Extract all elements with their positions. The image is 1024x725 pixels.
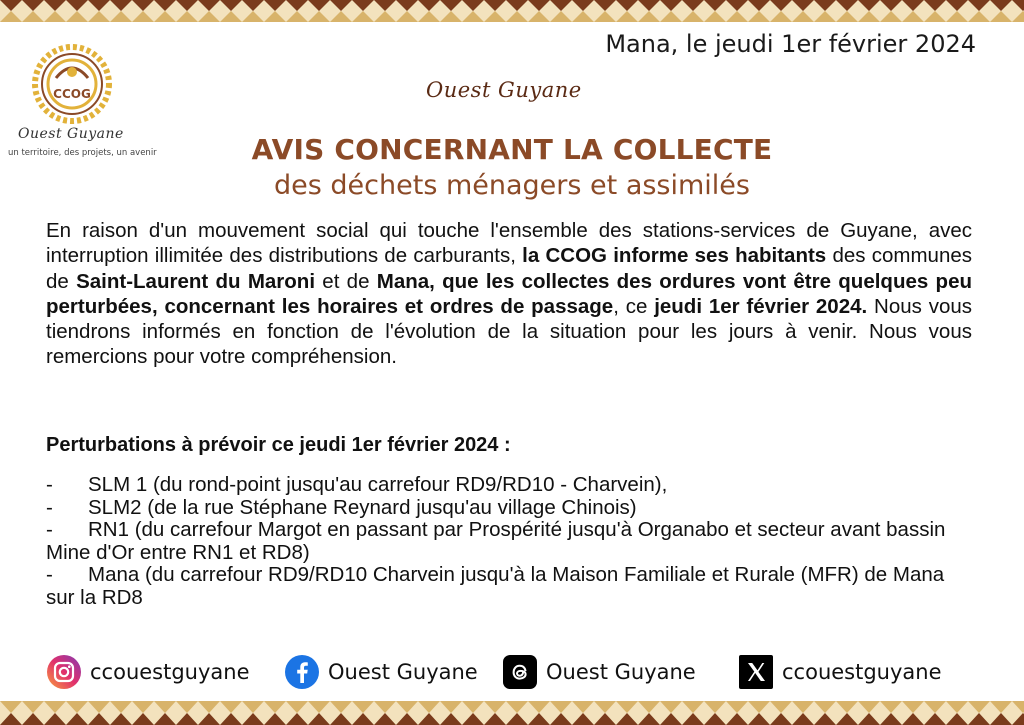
list-item	[46, 474, 966, 497]
top-zigzag-border	[0, 0, 1024, 22]
list-item	[46, 519, 966, 564]
social-x[interactable]	[738, 652, 942, 692]
body-bold-3: Mana, que les collectes des ordures vont être quelques peu perturbées, concernant les horaires et ordres de passage	[46, 269, 972, 318]
list-dash: -	[46, 563, 53, 586]
body-text-4: , ce	[613, 294, 655, 318]
body-text-1: En raison d'un mouvement social qui touche l'ensemble des stations-services de Guyane, avec interruption illimitée des distributions de carburants,	[46, 219, 972, 268]
list-item-text: Mana (du carrefour RD9/RD10 Charvein jusqu'à la Maison Familiale et Rurale (MFR) de Mana sur la RD8	[46, 563, 945, 609]
perturbations-title: Perturbations à prévoir ce jeudi 1er février 2024 :	[46, 434, 511, 456]
social-links	[46, 652, 996, 702]
perturbations-list	[46, 474, 966, 609]
x-icon	[738, 654, 774, 690]
list-item-text: SLM 1 (du rond-point jusqu'au carrefour RD9/RD10 - Charvein),	[88, 473, 668, 496]
logo-initials: CCOG	[53, 87, 91, 101]
list-item	[46, 564, 966, 609]
social-facebook[interactable]	[284, 652, 478, 692]
body-text-2: des communes de	[46, 244, 973, 293]
facebook-icon	[284, 654, 320, 690]
list-dash: -	[46, 495, 53, 519]
body-bold-4: jeudi 1er février 2024.	[654, 294, 868, 318]
notice-body	[46, 218, 972, 370]
instagram-label: ccouestguyane	[90, 660, 250, 684]
threads-icon	[502, 654, 538, 690]
social-threads[interactable]	[502, 652, 696, 692]
body-text-3: et de	[315, 269, 377, 293]
brand-script: Ouest Guyane	[426, 78, 582, 102]
list-dash: -	[46, 518, 53, 541]
list-dash: -	[46, 473, 53, 496]
notice-date: Mana, le jeudi 1er février 2024	[605, 30, 976, 58]
ccog-emblem-icon	[32, 44, 112, 124]
threads-label: Ouest Guyane	[546, 660, 696, 684]
bottom-zigzag-border	[0, 701, 1024, 725]
facebook-label: Ouest Guyane	[328, 660, 478, 684]
notice-title: AVIS CONCERNANT LA COLLECTE	[251, 133, 773, 166]
list-item	[46, 497, 966, 520]
body-bold-1: la CCOG informe ses habitants	[522, 244, 827, 268]
body-bold-2: Saint-Laurent du Maroni	[76, 269, 316, 293]
notice-subtitle: des déchets ménagers et assimilés	[274, 170, 750, 201]
logo-tagline: un territoire, des projets, un avenir	[8, 148, 157, 158]
body-text-5: Nous vous tiendrons informés en fonction de l'évolution de la situation pour les jours à venir. Nous vous remercions pour votre compréhension.	[46, 294, 972, 369]
logo-script-text: Ouest Guyane	[18, 126, 124, 142]
list-item-text: SLM2 (de la rue Stéphane Reynard jusqu'au village Chinois)	[88, 495, 637, 519]
instagram-icon	[46, 654, 82, 690]
list-item-text: RN1 (du carrefour Margot en passant par Prospérité jusqu'à Organabo et secteur avant bassin Mine d'Or entre RN1 et RD8)	[46, 518, 946, 564]
x-label: ccouestguyane	[782, 660, 942, 684]
social-instagram[interactable]	[46, 652, 250, 692]
